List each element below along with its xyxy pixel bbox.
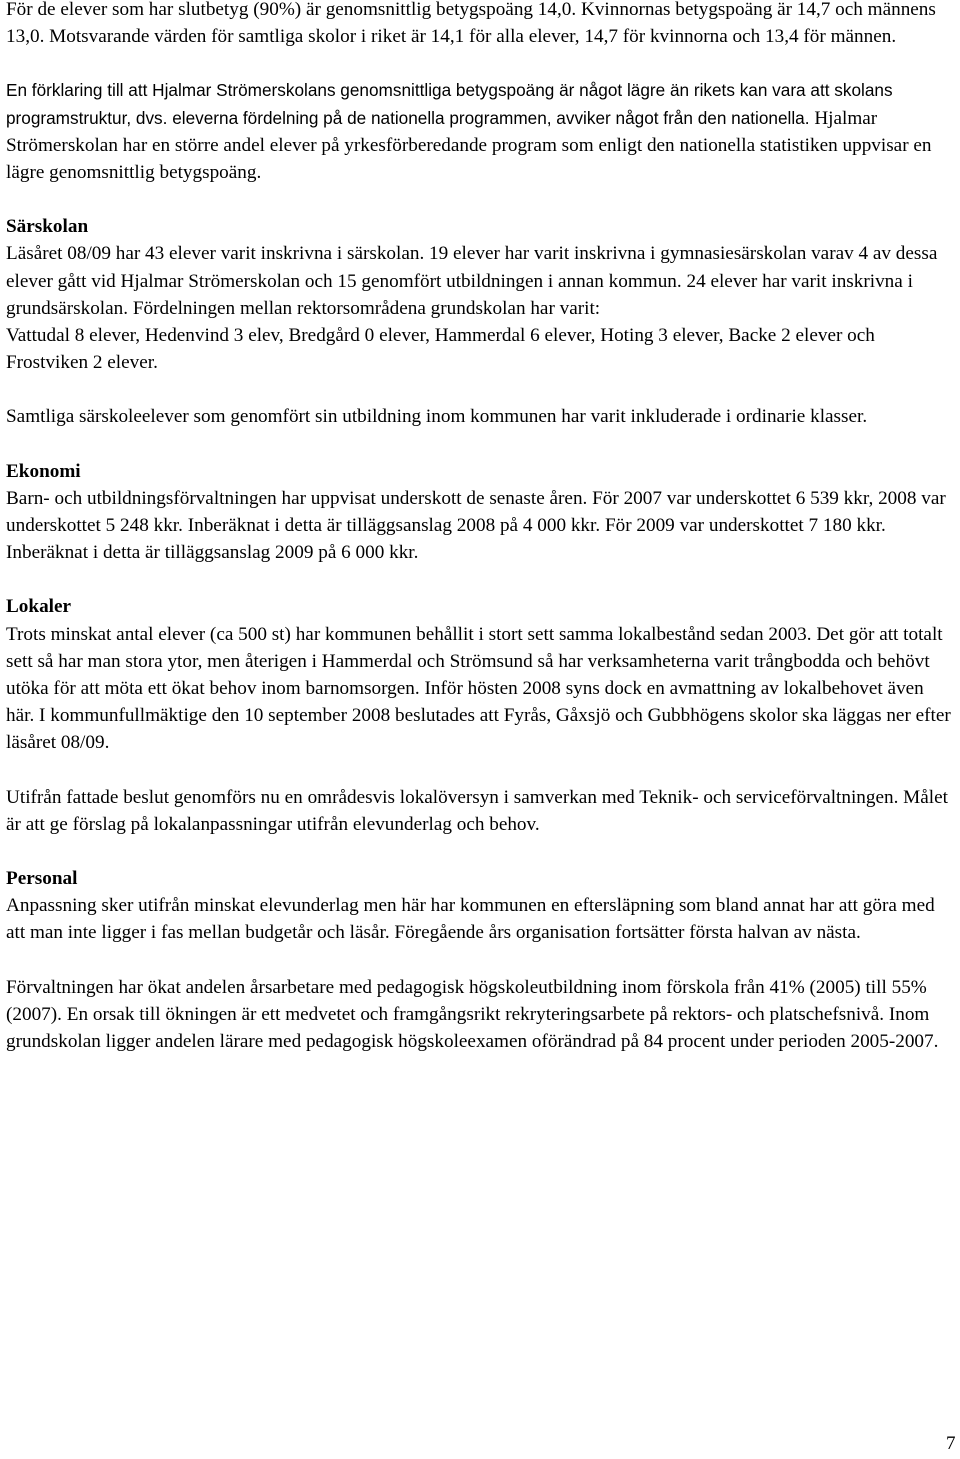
paragraph-lokaloversyn: Utifrån fattade beslut genomförs nu en områdesvis lokalöversyn i samverkan med Teknik- och serviceförvaltningen. Målet är att ge förslag på lokalanpassningar utifrån elevunderlag och behov. [6, 786, 948, 835]
paragraph-forvaltningen: Förvaltningen har ökat andelen årsarbetare med pedagogisk högskoleutbildning inom förskola från 41% (2005) till 55% (2007). En orsak till ökningen är ett medvetet och framgångsrikt rekryteringsarbete på rektors- och platschefsnivå. Inom grundskolan ligger andelen lärare med pedagogisk högskoleexamen oförändrad på 84 procent under perioden 2005-2007. [6, 976, 939, 1053]
paragraph-gap [6, 757, 956, 784]
heading-personal: Personal [6, 868, 78, 890]
page-number: 7 [946, 1433, 956, 1454]
heading-lokaler: Lokaler [6, 596, 72, 618]
heading-sarskolan: Särskolan [6, 216, 89, 238]
paragraph-forklaring [6, 77, 956, 186]
paragraph-gap [6, 566, 956, 593]
paragraph-gap [6, 947, 956, 974]
document-page [6, 0, 956, 1055]
paragraph-gap [6, 50, 956, 77]
paragraph-sarskolan-list: Vattudal 8 elever, Hedenvind 3 elev, Bredgård 0 elever, Hammerdal 6 elever, Hoting 3 elever, Backe 2 elever och Frostviken 2 elever. [6, 325, 875, 374]
paragraph-gap [6, 431, 956, 458]
paragraph-gap [6, 838, 956, 865]
paragraph-sarskoleelever: Samtliga särskoleelever som genomfört sin utbildning inom kommunen har varit inkluderade i ordinarie klasser. [6, 406, 868, 428]
heading-ekonomi: Ekonomi [6, 460, 81, 482]
paragraph-ekonomi: Barn- och utbildningsförvaltningen har uppvisat underskott de senaste åren. För 2007 var underskottet 6 539 kkr, 2008 var underskottet 5 248 kkr. Inberäknat i detta är tilläggsanslag 2008 på 4 000 kkr. För 2009 var underskottet 7 180 kkr. Inberäknat i detta är tilläggsanslag 2009 på 6 000 kkr. [6, 487, 946, 564]
paragraph-forklaring-sans-part: En förklaring till att Hjalmar Strömerskolans genomsnittliga betygspoäng är något lägre än rikets kan vara att skolans programstruktur, dvs. eleverna fördelning på de nationella programmen, avviker något från den nationella. [6, 80, 893, 128]
paragraph-forklaring-serif-part: Hjalmar Strömerskolan har en större andel elever på yrkesförberedande program som enligt den nationella statistiken uppvisar en lägre genomsnittlig betygspoäng. [6, 107, 932, 184]
paragraph-personal: Anpassning sker utifrån minskat elevunderlag men här har kommunen en eftersläpning som bland annat har att göra med att man inte ligger i fas mellan budgetår och läsår. Föregående års organisation fortsätter första halvan av nästa. [6, 895, 935, 944]
paragraph-lokaler: Trots minskat antal elever (ca 500 st) har kommunen behållit i stort sett samma lokalbestånd sedan 2003. Det gör att totalt sett så har man stora ytor, men återigen i Hammerdal och Strömsund så har verksamheterna varit trångbodda och behövt utöka för att möta ett ökat behov inom barnomsorgen. Inför hösten 2008 syns dock en avmattning av lokalbehovet även här. I kommunfullmäktige den 10 september 2008 beslutades att Fyrås, Gåxsjö och Gubbhögens skolor ska läggas ner efter läsåret 08/09. [6, 623, 951, 754]
paragraph-betygspoang: För de elever som har slutbetyg (90%) är genomsnittlig betygspoäng 14,0. Kvinnornas betygspoäng är 14,7 och männens 13,0. Motsvarande värden för samtliga skolor i riket är 14,1 för alla elever, 14,7 för kvinnorna och 13,4 för männen. [6, 0, 936, 48]
paragraph-gap [6, 186, 956, 213]
paragraph-gap [6, 376, 956, 403]
paragraph-sarskolan: Läsåret 08/09 har 43 elever varit inskrivna i särskolan. 19 elever har varit inskrivna i gymnasiesärskolan varav 4 av dessa elever gått vid Hjalmar Strömerskolan och 15 genomfört utbildningen i annan kommun. 24 elever har varit inskrivna i grundsärskolan. Fördelningen mellan rektorsområdena grundskolan har varit: [6, 243, 938, 319]
